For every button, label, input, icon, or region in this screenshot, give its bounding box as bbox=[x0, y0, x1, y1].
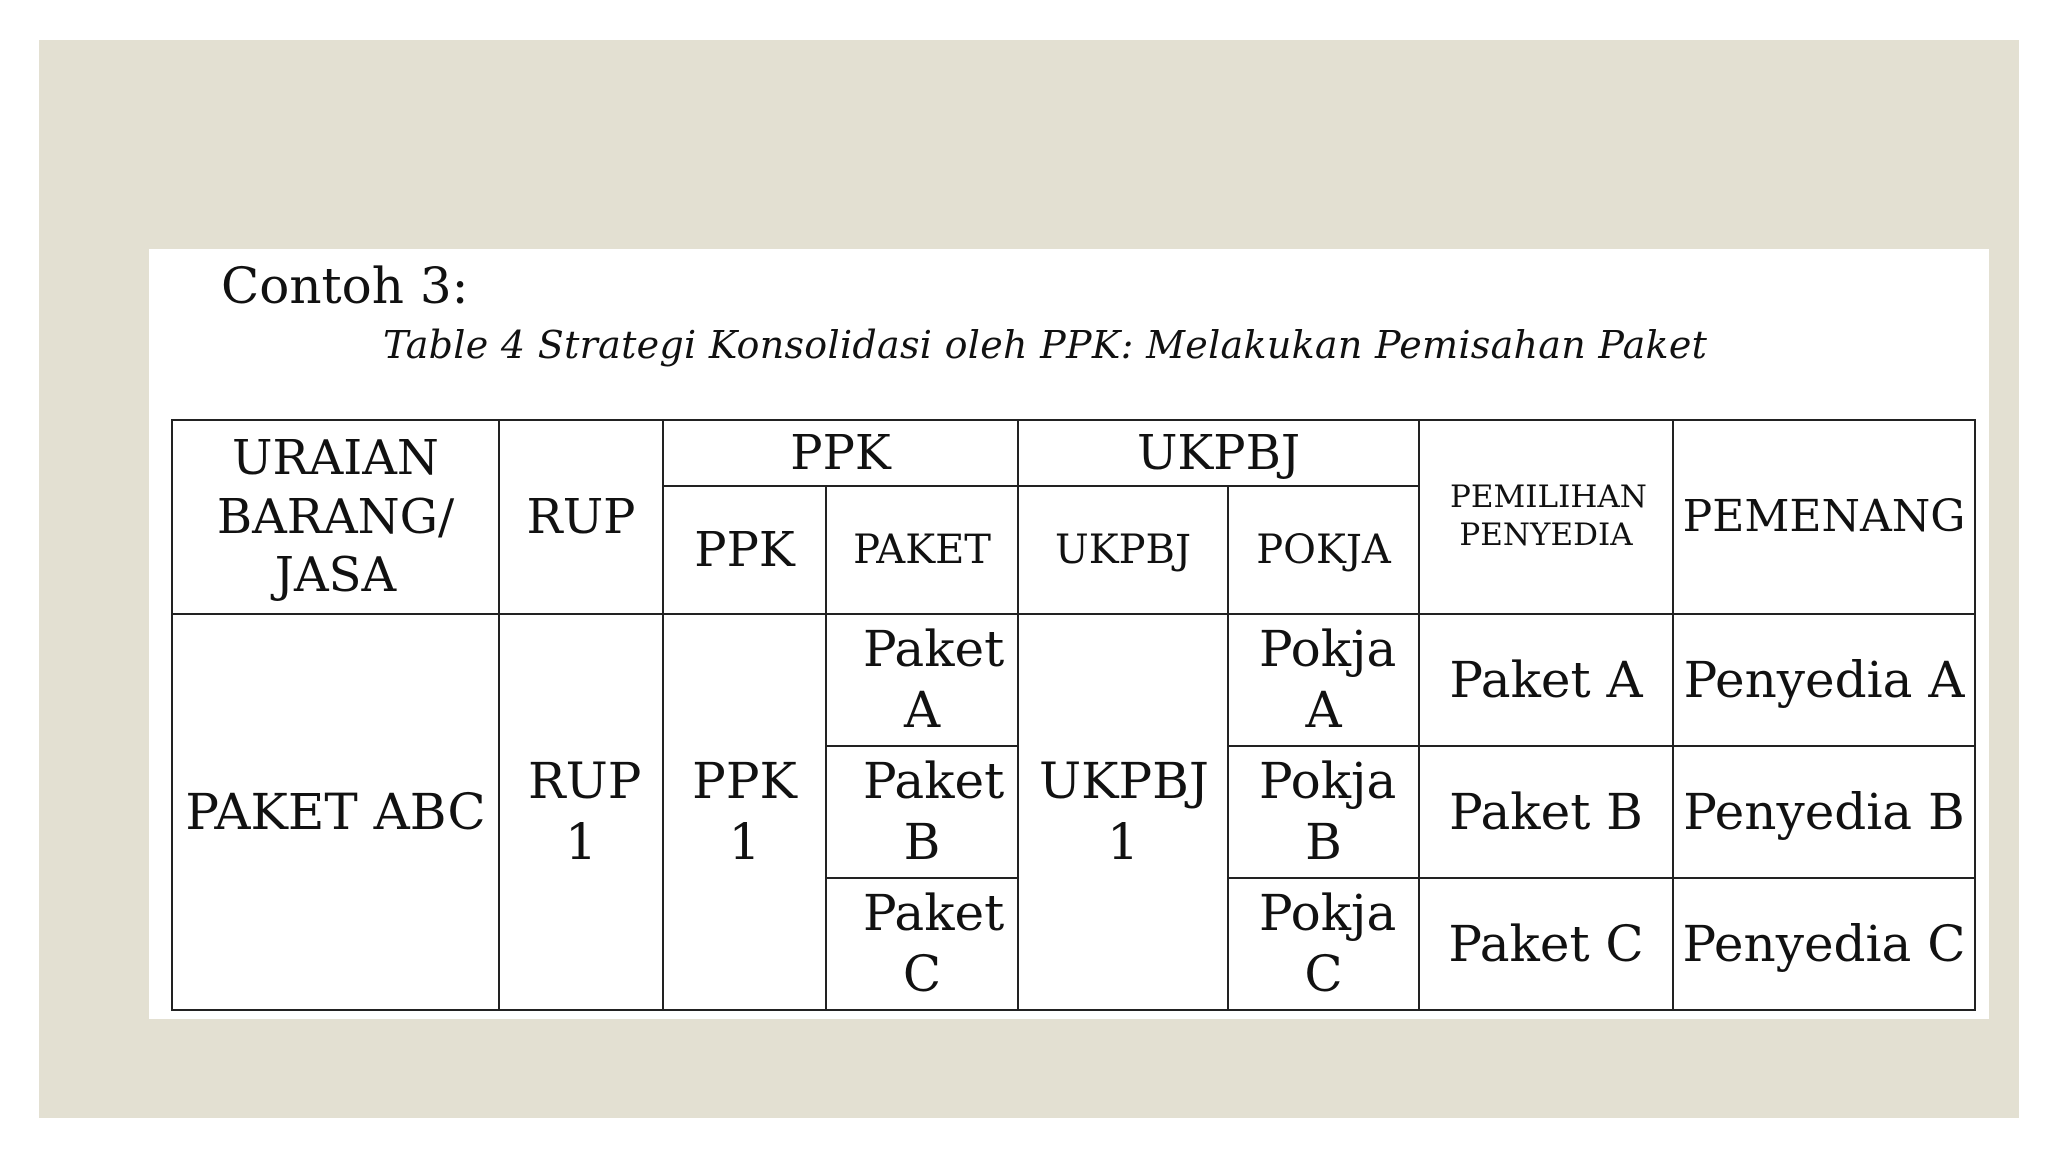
cell-uraian: PAKET ABC bbox=[172, 614, 499, 1010]
cell-pemilihan-b: Paket B bbox=[1419, 746, 1673, 878]
header-ukpbj-sub: UKPBJ bbox=[1018, 486, 1228, 614]
cell-pemenang-b: Penyedia B bbox=[1673, 746, 1975, 878]
consolidation-table bbox=[171, 419, 1976, 1011]
header-pemenang: PEMENANG bbox=[1673, 420, 1975, 614]
cell-pemilihan-a: Paket A bbox=[1419, 614, 1673, 746]
cell-pokja-a: Pokja A bbox=[1228, 614, 1419, 746]
header-uraian: URAIAN BARANG/ JASA bbox=[172, 420, 499, 614]
cell-pemilihan-c: Paket C bbox=[1419, 878, 1673, 1010]
table-caption: Table 4 Strategi Konsolidasi oleh PPK: Melakukan Pemisahan Paket bbox=[383, 323, 1708, 367]
cell-pokja-c: Pokja C bbox=[1228, 878, 1419, 1010]
header-pemilihan: PEMILIHAN PENYEDIA bbox=[1419, 420, 1673, 614]
header-paket-sub: PAKET bbox=[826, 486, 1018, 614]
document-page bbox=[149, 249, 1989, 1019]
cell-pokja-b: Pokja B bbox=[1228, 746, 1419, 878]
cell-pemenang-a: Penyedia A bbox=[1673, 614, 1975, 746]
header-ppk-group: PPK bbox=[663, 420, 1018, 486]
header-pokja-sub: POKJA bbox=[1228, 486, 1419, 614]
header-row-1 bbox=[172, 420, 1975, 486]
slide-background bbox=[39, 40, 2019, 1118]
cell-paket-b: Paket B bbox=[826, 746, 1018, 878]
cell-ppk: PPK 1 bbox=[663, 614, 826, 1010]
example-heading: Contoh 3: bbox=[221, 257, 469, 315]
cell-paket-a: Paket A bbox=[826, 614, 1018, 746]
header-ppk-sub: PPK bbox=[663, 486, 826, 614]
header-ukpbj-group: UKPBJ bbox=[1018, 420, 1419, 486]
cell-rup: RUP 1 bbox=[499, 614, 663, 1010]
cell-paket-c: Paket C bbox=[826, 878, 1018, 1010]
cell-pemenang-c: Penyedia C bbox=[1673, 878, 1975, 1010]
header-rup: RUP bbox=[499, 420, 663, 614]
table-row bbox=[172, 614, 1975, 746]
cell-ukpbj: UKPBJ 1 bbox=[1018, 614, 1228, 1010]
